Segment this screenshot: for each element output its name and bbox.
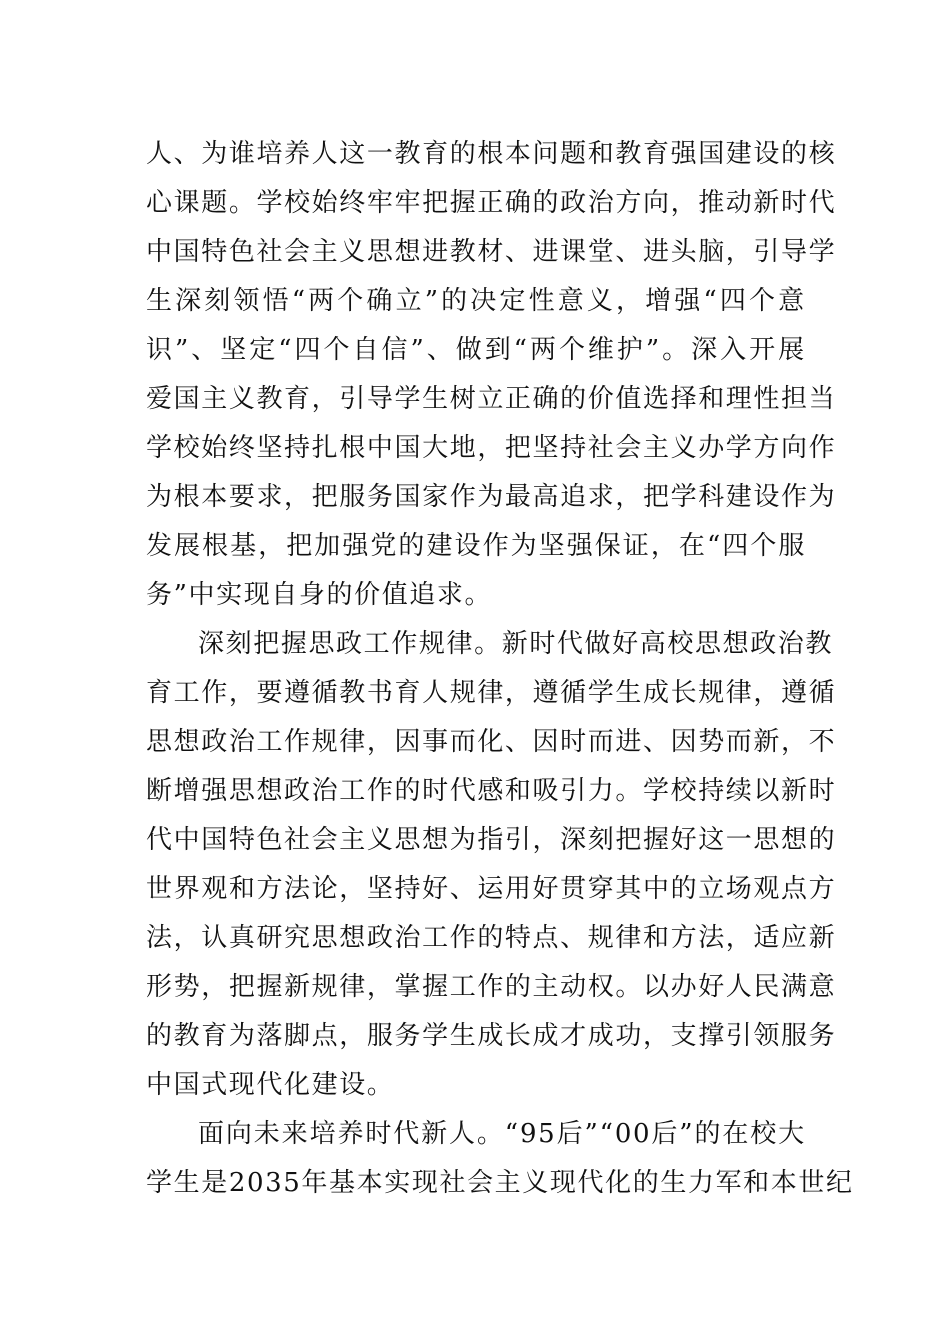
text-line: 面 向 未 来 培 养 时 代 新 人 。 “ 95 后 ” “ 00 后 ” 的 在 校 大 [198, 1119, 806, 1149]
text-line: 法 ， 认 真 研 究 思 想 政 治 工 作 的 特 点 、 规 律 和 方 法 ， 适 应 新 [146, 923, 837, 953]
text-line: 识 ” 、 坚 定 “ 四 个 自 信 ” 、 做 到 “ 两 个 维 护 ” 。 深 入 开 展 [146, 335, 806, 365]
text-line: 爱 国 主 义 教 育 ， 引 导 学 生 树 立 正 确 的 价 值 选 择 和 理 性 担 当 [146, 384, 837, 414]
text-line: 中国式现代化建设。 [146, 1070, 395, 1100]
text-line: 学 校 始 终 坚 持 扎 根 中 国 大 地 ， 把 坚 持 社 会 主 义 办 学 方 向 作 [146, 433, 837, 463]
text-line: 务”中实现自身的价值追求。 [146, 580, 493, 610]
body-text [146, 130, 854, 1208]
text-line: 育 工 作 ， 要 遵 循 教 书 育 人 规 律 ， 遵 循 学 生 成 长 规 律 ， 遵 循 [146, 678, 837, 708]
text-line: 断 增 强 思 想 政 治 工 作 的 时 代 感 和 吸 引 力 。 学 校 持 续 以 新 时 [146, 776, 837, 806]
text-line: 发 展 根 基 ， 把 加 强 党 的 建 设 作 为 坚 强 保 证 ， 在 “ 四 个 服 [146, 531, 806, 561]
text-line: 深 刻 把 握 思 政 工 作 规 律 。 新 时 代 做 好 高 校 思 想 政 治 教 [198, 629, 834, 659]
text-line: 形 势 ， 把 握 新 规 律 ， 掌 握 工 作 的 主 动 权 。 以 办 好 人 民 满 意 [146, 972, 837, 1002]
text-line: 的 教 育 为 落 脚 点 ， 服 务 学 生 成 长 成 才 成 功 ， 支 撑 引 领 服 务 [146, 1021, 837, 1051]
text-line: 生 深 刻 领 悟 “ 两 个 确 立 ” 的 决 定 性 意 义 ， 增 强 “ 四 个 意 [146, 286, 806, 316]
text-line: 人 、 为 谁 培 养 人 这 一 教 育 的 根 本 问 题 和 教 育 强 国 建 设 的 核 [146, 139, 837, 169]
text-line: 代 中 国 特 色 社 会 主 义 思 想 为 指 引 ， 深 刻 把 握 好 这 一 思 想 的 [146, 825, 837, 855]
text-line: 为 根 本 要 求 ， 把 服 务 国 家 作 为 最 高 追 求 ， 把 学 科 建 设 作 为 [146, 482, 837, 512]
text-line: 思 想 政 治 工 作 规 律 ， 因 事 而 化 、 因 时 而 进 、 因 势 而 新 ， 不 [146, 727, 837, 757]
text-line: 世 界 观 和 方 法 论 ， 坚 持 好 、 运 用 好 贯 穿 其 中 的 立 场 观 点 方 [146, 874, 837, 904]
text-line: 学 生 是 2035 年 基 本 实 现 社 会 主 义 现 代 化 的 生 力 军 和 本 世 纪 [146, 1168, 854, 1198]
text-line: 心 课 题 。 学 校 始 终 牢 牢 把 握 正 确 的 政 治 方 向 ， 推 动 新 时 代 [146, 188, 837, 218]
text-line: 中 国 特 色 社 会 主 义 思 想 进 教 材 、 进 课 堂 、 进 头 脑 ， 引 导 学 [146, 237, 837, 267]
